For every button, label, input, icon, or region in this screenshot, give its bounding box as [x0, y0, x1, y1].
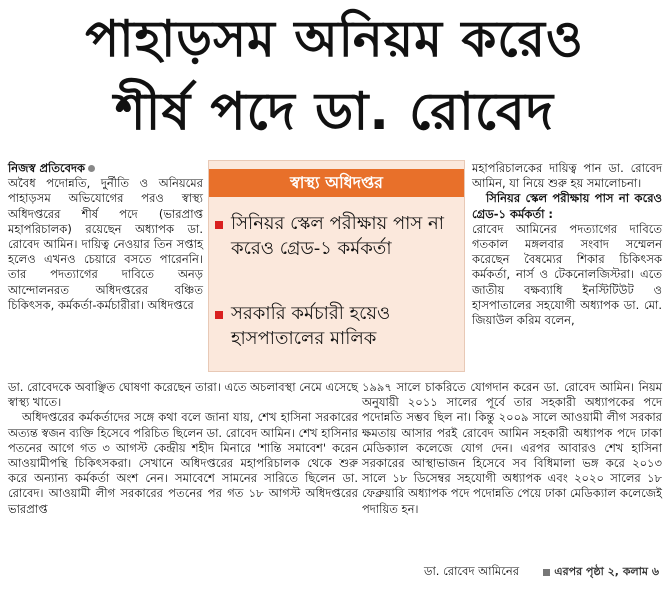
jump-line [543, 563, 659, 582]
headline-line1: পাহাড়সম অনিয়ম করেও [85, 10, 584, 68]
box-item-1: সিনিয়র স্কেল পরীক্ষায় পাস না করেও গ্রেড-১ কর্মকর্তা [231, 213, 444, 259]
bullet-square-icon [215, 221, 223, 229]
column-right-top [472, 161, 662, 328]
right-top-text-1: মহাপরিচালকের দায়িত্ব পান ডা. রোবেদ আমিন, যা নিয়ে শুরু হয় সমালোচনা। [472, 161, 662, 191]
byline-bullet-icon [88, 165, 95, 172]
right-mid-text: ১৯৯৭ সালে চাকরিতে যোগদান করেন ডা. রোবেদ আমিন। নিয়ম অনুযায়ী ২০১১ সালের পূর্বে তার সহকারী অধ্যাপকের পদে পদোন্নতি সম্ভব ছিল না। কিন্তু ২০০৯ সালে আওয়ামী লীগ সরকার ক্ষমতায় আসার পরই রোবেদ আমিন সহকারী অধ্যাপক পদে ঢাকা মেডিক্যাল কলেজে যোগ দেন। এরপর আবারও শেখ হাসিনা সরকারের আস্থাভাজন হিসেবে সব বিধিমালা ভঙ্গ করে ২০১৩ সালে ১৮ ডিসেম্বর সহযোগী অধ্যাপক এবং ২০২০ সালের ১৮ ফেব্রুয়ারি অধ্যাপক পদে পদোন্নতি পেয়ে ঢাকা মেডিক্যাল কলেজেই পদায়িত হন। [362, 380, 662, 516]
column-right-mid [362, 380, 662, 517]
box-title: স্বাস্থ্য অধিদপ্তর [209, 169, 464, 197]
left-mid-text-2: অধিদপ্তরের কর্মকর্তাদের সঙ্গে কথা বলে জানা যায়, শেখ হাসিনা সরকারের অত্যন্ত স্বজন ব্যক্তি হিসেবে পরিচিত ছিলেন ডা. রোবেদ আমিন। শেখ হাসিনার পতনের আগে গত ৩ আগস্ট কেন্দ্রীয় শহীদ মিনারে 'শান্তি সমাবেশ' করেন আওয়ামীপন্থি চিকিৎসকরা। সেখানে অধিদপ্তরের মহাপরিচালক থেকে শুরু করে অন্যান্য কর্মকর্তা অংশ নেন। সমাবেশে সামনের সারিতে ছিলেন ডা. রোবেদ। আওয়ামী লীগ সরকারের পতনের পর গত ১৮ আগস্ট অধিদপ্তরের ভারপ্রাপ্ত [8, 410, 358, 516]
highlight-box [208, 160, 465, 372]
column-left-top [8, 161, 203, 313]
left-mid-text-1: ডা. রোবেদকে অবাঞ্ছিত ঘোষণা করেছেন তারা। এতে অচলাবস্থা নেমে এসেছে স্বাস্থ্য খাতে। [8, 380, 358, 410]
column-left-mid [8, 380, 358, 517]
headline-line2: শীর্ষ পদে ডা. রোবেদ [114, 82, 555, 142]
right-top-text-2: রোবেদ আমিনের পদত্যাগের দাবিতে গতকাল মঙ্গলবার সংবাদ সম্মেলন করেছেন বৈষম্যের শিকার চিকিৎসক কর্মকর্তা, নার্স ও টেকনোলজিস্টরা। এতে জাতীয় বক্ষব্যাধি ইনস্টিটিউট ও হাসপাতালের সহযোগী অধ্যাপক ডা. মো. জিয়াউল করিম বলেন, [472, 221, 662, 328]
bullet-square-icon [215, 311, 223, 319]
left-top-text: অবৈধ পদোন্নতি, দুর্নীতি ও অনিয়মের পাহাড়সম অভিযোগের পরও স্বাস্থ্য অধিদপ্তরের শীর্ষ পদে (ভারপ্রাপ্ত মহাপরিচালক) রয়েছেন অধ্যাপক ডা. রোবেদ আমিন। দায়িত্ব নেওয়ার তিন সপ্তাহ হলেও এখনও চেয়ারে বসতে পারেননি। তার পদত্যাগের দাবিতে অনড় আন্দোলনরত অধিদপ্তরের বঞ্চিত চিকিৎসক, কর্মকর্তা-কর্মচারীরা। অধিদপ্তরে [8, 176, 203, 312]
continuation-tail: ডা. রোবেদ আমিনের [424, 564, 520, 578]
byline: নিজস্ব প্রতিবেদক [8, 161, 86, 175]
subheading: সিনিয়র স্কেল পরীক্ষায় পাস না করেও গ্রেড-১ কর্মকর্তা : [472, 191, 662, 221]
box-item-2: সরকারি কর্মচারী হয়েও হাসপাতালের মালিক [231, 303, 391, 349]
jump-text: এরপর পৃষ্ঠা ২, কলাম ৬ [554, 565, 659, 578]
jump-square-icon [543, 569, 550, 576]
